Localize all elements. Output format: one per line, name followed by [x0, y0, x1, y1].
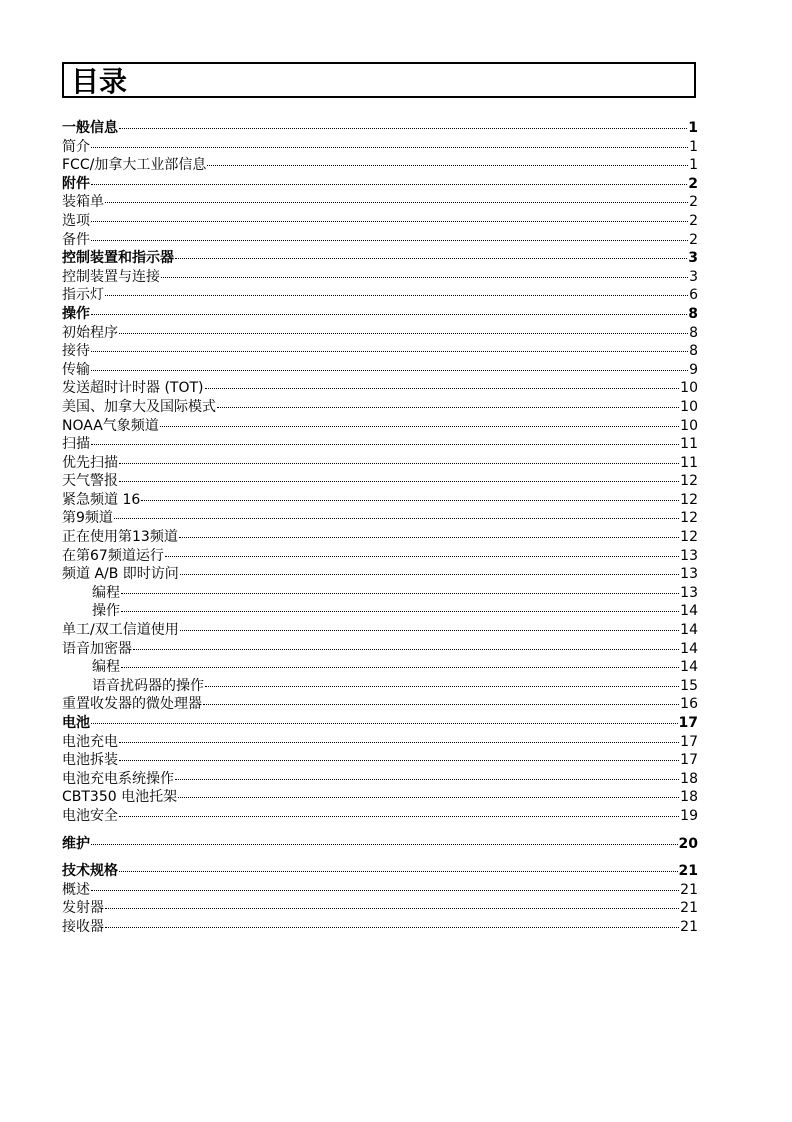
toc-entry-page-number: 2 — [689, 212, 698, 229]
toc-entry-label: 发送超时计时器 (TOT) — [62, 380, 204, 397]
toc-entry[interactable] — [62, 379, 698, 398]
dot-leader — [119, 463, 679, 464]
toc-entry-label: 装箱单 — [62, 194, 104, 211]
toc-entry-label: 操作 — [92, 603, 120, 620]
toc-entry[interactable] — [62, 602, 698, 621]
dot-leader — [203, 704, 679, 705]
toc-entry-page-number: 21 — [678, 863, 698, 880]
toc-entry-label: 传输 — [62, 361, 90, 378]
toc-entry-page-number: 18 — [680, 789, 698, 806]
toc-entry[interactable] — [62, 751, 698, 770]
toc-entry[interactable] — [62, 835, 698, 854]
dot-leader — [91, 240, 688, 241]
toc-entry[interactable] — [62, 918, 698, 937]
toc-entry-label: 概述 — [62, 881, 90, 898]
dot-leader — [119, 760, 679, 761]
toc-entry[interactable] — [62, 119, 698, 138]
toc-entry-label: 编程 — [92, 584, 120, 601]
toc-entry-label: 美国、加拿大及国际模式 — [62, 398, 216, 415]
toc-entry[interactable] — [62, 491, 698, 510]
dot-leader — [121, 611, 679, 612]
toc-entry[interactable] — [62, 658, 698, 677]
toc-entry-page-number: 2 — [688, 175, 698, 192]
toc-entry[interactable] — [62, 881, 698, 900]
dot-leader — [91, 221, 688, 222]
dot-leader — [105, 295, 688, 296]
toc-entry[interactable] — [62, 788, 698, 807]
toc-entry[interactable] — [62, 305, 698, 324]
toc-entry-page-number: 14 — [680, 659, 698, 676]
toc-entry-label: 重置收发器的微处理器 — [62, 696, 202, 713]
dot-leader — [91, 723, 678, 724]
toc-entry-page-number: 19 — [680, 807, 698, 824]
dot-leader — [119, 481, 679, 482]
toc-entry-label: 初始程序 — [62, 324, 118, 341]
toc-entry-label: 接收器 — [62, 918, 104, 935]
toc-entry-label: 电池充电 — [62, 733, 118, 750]
dot-leader — [175, 779, 679, 780]
dot-leader — [105, 908, 679, 909]
dot-leader — [121, 593, 679, 594]
toc-entry[interactable] — [62, 899, 698, 918]
title-box — [62, 62, 696, 98]
toc-entry[interactable] — [62, 138, 698, 157]
dot-leader — [105, 927, 679, 928]
toc-entry-label: 正在使用第13频道 — [62, 529, 178, 546]
toc-entry[interactable] — [62, 770, 698, 789]
toc-entry[interactable] — [62, 268, 698, 287]
toc-entry-label: 电池安全 — [62, 807, 118, 824]
toc-entry-label: NOAA气象频道 — [62, 417, 159, 434]
dot-leader — [114, 518, 679, 519]
toc-entry-page-number: 6 — [689, 287, 698, 304]
toc-entry[interactable] — [62, 435, 698, 454]
toc-entry-label: 维护 — [62, 835, 90, 852]
toc-entry-page-number: 1 — [689, 138, 698, 155]
toc-entry-label: 语音扰码器的操作 — [92, 677, 204, 694]
toc-entry-label: 电池 — [62, 715, 90, 731]
toc-entry-page-number: 8 — [688, 305, 698, 322]
toc-entry-page-number: 12 — [680, 510, 698, 527]
toc-entry-page-number: 17 — [680, 752, 698, 769]
toc-entry-label: FCC/加拿大工业部信息 — [62, 157, 207, 174]
dot-leader — [180, 630, 679, 631]
toc-entry-page-number: 13 — [680, 547, 698, 564]
toc-entry[interactable] — [62, 175, 698, 194]
toc-entry[interactable] — [62, 509, 698, 528]
toc-entry-page-number: 17 — [680, 733, 698, 750]
toc-entry-label: 发射器 — [62, 900, 104, 917]
toc-entry-page-number: 16 — [680, 696, 698, 713]
dot-leader — [119, 128, 687, 129]
toc-entry[interactable] — [62, 398, 698, 417]
toc-entry-page-number: 21 — [680, 881, 698, 898]
toc-entry-page-number: 1 — [688, 120, 698, 136]
dot-leader — [133, 649, 679, 650]
toc-entry-label: 控制装置与连接 — [62, 268, 160, 285]
page-title: 目录 — [71, 65, 128, 98]
toc-entry[interactable] — [62, 862, 698, 881]
dot-leader — [207, 165, 688, 166]
toc-entry[interactable] — [62, 324, 698, 343]
toc-entry-label: 操作 — [62, 305, 90, 322]
toc-entry[interactable] — [62, 417, 698, 436]
toc-entry-page-number: 12 — [680, 491, 698, 508]
toc-entry-label: 第9频道 — [62, 510, 113, 527]
dot-leader — [180, 574, 679, 575]
toc-entry-label: 优先扫描 — [62, 454, 118, 471]
toc-entry-page-number: 2 — [689, 194, 698, 211]
dot-leader — [161, 277, 688, 278]
toc-entry[interactable] — [62, 454, 698, 473]
dot-leader — [91, 370, 688, 371]
toc-entry-label: 扫描 — [62, 436, 90, 453]
toc-entry-page-number: 12 — [680, 529, 698, 546]
dot-leader — [91, 844, 678, 845]
toc-entry[interactable] — [62, 807, 698, 826]
toc-entry[interactable] — [62, 249, 698, 268]
toc-entry-label: 语音加密器 — [62, 640, 132, 657]
toc-entry-label: 技术规格 — [62, 863, 118, 880]
toc-entry-page-number: 3 — [689, 268, 698, 285]
toc-entry[interactable] — [62, 565, 698, 584]
toc-entry-page-number: 8 — [689, 343, 698, 360]
toc-entry-page-number: 14 — [680, 603, 698, 620]
dot-leader — [141, 500, 679, 501]
toc-entry-page-number: 11 — [680, 454, 698, 471]
toc-entry-page-number: 13 — [680, 566, 698, 583]
toc-entry[interactable] — [62, 342, 698, 361]
dot-leader — [91, 444, 679, 445]
toc-entry-page-number: 10 — [680, 380, 698, 397]
toc-entry-label: 编程 — [92, 659, 120, 676]
toc-entry[interactable] — [62, 231, 698, 250]
dot-leader — [91, 314, 687, 315]
toc-entry[interactable] — [62, 584, 698, 603]
toc-entry-label: 选项 — [62, 212, 90, 229]
dot-leader — [205, 686, 679, 687]
toc-entry-page-number: 9 — [689, 361, 698, 378]
toc-entry-label: 频道 A/B 即时访问 — [62, 566, 179, 583]
toc-entry-label: 指示灯 — [62, 287, 104, 304]
toc-entry-label: 备件 — [62, 231, 90, 248]
dot-leader — [119, 871, 678, 872]
toc-entry[interactable] — [62, 640, 698, 659]
toc-entry-label: 控制装置和指示器 — [62, 250, 174, 267]
toc-entry[interactable] — [62, 547, 698, 566]
toc-entry-page-number: 2 — [689, 231, 698, 248]
dot-leader — [91, 184, 687, 185]
dot-leader — [160, 426, 679, 427]
toc-entry[interactable] — [62, 695, 698, 714]
toc-entry-label: CBT350 电池托架 — [62, 789, 178, 806]
dot-leader — [91, 890, 679, 891]
dot-leader — [119, 333, 688, 334]
toc-entry[interactable] — [62, 156, 698, 175]
toc-entry-page-number: 10 — [680, 398, 698, 415]
dot-leader — [179, 537, 679, 538]
toc-entry-label: 简介 — [62, 138, 90, 155]
toc-entry-page-number: 3 — [688, 250, 698, 267]
toc-entry-page-number: 15 — [680, 677, 698, 694]
toc-entry-page-number: 18 — [680, 770, 698, 787]
toc-entry-page-number: 8 — [689, 324, 698, 341]
toc-entry[interactable] — [62, 212, 698, 231]
dot-leader — [119, 742, 679, 743]
toc-entry-label: 在第67频道运行 — [62, 547, 164, 564]
toc-entry[interactable] — [62, 193, 698, 212]
toc-entry-page-number: 13 — [680, 584, 698, 601]
toc-entry-label: 电池充电系统操作 — [62, 770, 174, 787]
toc-entry-label: 电池拆装 — [62, 752, 118, 769]
toc-entry[interactable] — [62, 714, 698, 733]
table-of-contents — [62, 119, 698, 937]
dot-leader — [175, 258, 687, 259]
toc-entry-page-number: 11 — [680, 436, 698, 453]
toc-entry-page-number: 10 — [680, 417, 698, 434]
toc-entry-page-number: 20 — [678, 835, 698, 852]
toc-entry[interactable] — [62, 677, 698, 696]
toc-entry-page-number: 14 — [680, 622, 698, 639]
toc-entry-label: 天气警报 — [62, 473, 118, 490]
dot-leader — [165, 556, 679, 557]
dot-leader — [217, 407, 679, 408]
toc-entry-label: 附件 — [62, 175, 90, 192]
toc-entry-page-number: 14 — [680, 640, 698, 657]
toc-entry-page-number: 21 — [680, 900, 698, 917]
toc-entry[interactable] — [62, 621, 698, 640]
toc-entry-page-number: 1 — [689, 157, 698, 174]
dot-leader — [121, 667, 679, 668]
toc-entry-label: 紧急频道 16 — [62, 491, 141, 508]
toc-entry[interactable] — [62, 472, 698, 491]
toc-entry[interactable] — [62, 528, 698, 547]
toc-entry-label: 单工/双工信道使用 — [62, 622, 179, 639]
toc-entry-page-number: 12 — [680, 473, 698, 490]
dot-leader — [91, 351, 688, 352]
dot-leader — [91, 147, 688, 148]
dot-leader — [205, 388, 680, 389]
toc-entry[interactable] — [62, 361, 698, 380]
dot-leader — [119, 816, 679, 817]
toc-entry[interactable] — [62, 286, 698, 305]
dot-leader — [105, 202, 688, 203]
toc-entry[interactable] — [62, 733, 698, 752]
toc-entry-page-number: 17 — [678, 715, 698, 731]
toc-entry-label: 一般信息 — [62, 120, 118, 136]
toc-entry-page-number: 21 — [680, 918, 698, 935]
dot-leader — [178, 797, 679, 798]
toc-entry-label: 接待 — [62, 343, 90, 360]
